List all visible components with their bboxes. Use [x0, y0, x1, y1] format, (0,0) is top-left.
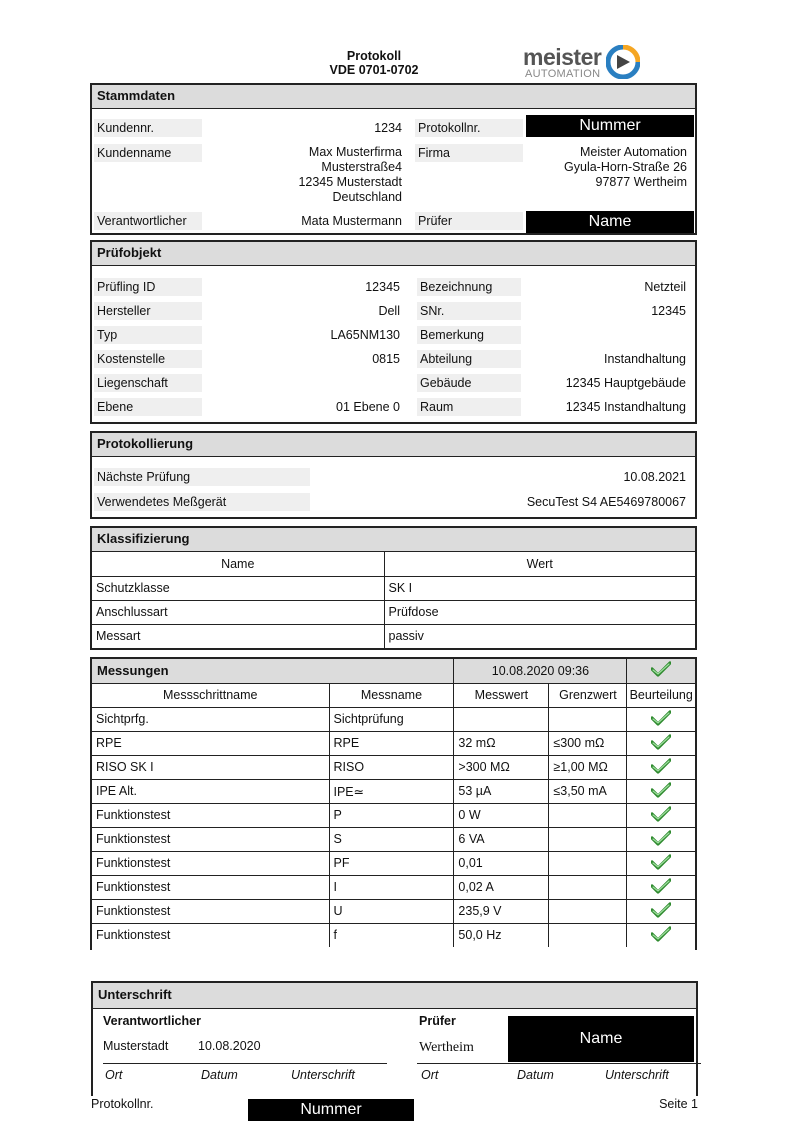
caption-unterschrift-right: Unterschrift: [605, 1068, 669, 1082]
messgeraet-value: SecuTest S4 AE5469780067: [526, 495, 686, 509]
messschritt-cell: Funktionstest: [92, 851, 329, 875]
grenzwert-cell: [549, 707, 627, 731]
checkmark-icon: [651, 830, 671, 846]
unterschrift-section: [91, 981, 698, 1096]
cell-name: Anschlussart: [92, 600, 384, 624]
table-row: [92, 624, 695, 648]
table-row: [92, 899, 695, 923]
signature-line-right: [417, 1063, 701, 1064]
grenzwert-cell: [549, 803, 627, 827]
address-line: 97877 Wertheim: [595, 175, 687, 189]
checkmark-icon: [651, 710, 671, 726]
messname-cell: RISO: [329, 755, 454, 779]
pruefobjekt-value: 01 Ebene 0: [336, 400, 400, 414]
checkmark-icon: [651, 758, 671, 774]
footer-protokollnr-redacted: Nummer: [248, 1099, 414, 1121]
beurteilung-cell: [627, 851, 695, 875]
pruefobjekt-label: Kostenstelle: [94, 350, 202, 368]
table-row: [92, 851, 695, 875]
pruefobjekt-value: 12345 Hauptgebäude: [565, 376, 686, 390]
beurteilung-cell: [627, 923, 695, 947]
caption-ort-right: Ort: [421, 1068, 439, 1082]
beurteilung-cell: [627, 779, 695, 803]
pruefobjekt-value: LA65NM130: [330, 328, 400, 342]
address-line: Max Musterfirma: [308, 145, 402, 159]
messname-cell: PF: [329, 851, 454, 875]
messschritt-cell: Sichtprfg.: [92, 707, 329, 731]
grenzwert-cell: ≥1,00 MΩ: [549, 755, 627, 779]
signature-ort-left: Musterstadt: [103, 1039, 169, 1053]
address-line: Meister Automation: [580, 145, 687, 159]
protokollnr-redacted: Nummer: [526, 115, 694, 137]
pruefobjekt-section: [90, 240, 697, 424]
messwert-cell: 0,02 A: [454, 875, 549, 899]
column-header-name: Name: [92, 552, 384, 576]
beurteilung-cell: [627, 731, 695, 755]
table-row: [92, 731, 695, 755]
messwert-cell: 32 mΩ: [454, 731, 549, 755]
messname-cell: Sichtprüfung: [329, 707, 454, 731]
section-title: Klassifizierung: [92, 528, 695, 552]
pruefobjekt-label: Prüfling ID: [94, 278, 202, 296]
naechste-pruefung-value: 10.08.2021: [623, 470, 686, 484]
messungen-section: [90, 657, 697, 950]
klassifizierung-table: [92, 552, 695, 648]
column-header: Grenzwert: [549, 683, 627, 707]
messwert-cell: 53 µA: [454, 779, 549, 803]
messname-cell: RPE: [329, 731, 454, 755]
stammdaten-section: [90, 83, 697, 235]
messname-cell: P: [329, 803, 454, 827]
title-line-2: VDE 0701-0702: [329, 63, 419, 77]
table-header-row: [92, 552, 695, 576]
grenzwert-cell: ≤3,50 mA: [549, 779, 627, 803]
company-logo: [523, 44, 643, 82]
verantwortlicher-heading: Verantwortlicher: [103, 1014, 201, 1028]
pruefobjekt-label: SNr.: [417, 302, 521, 320]
table-row: [92, 827, 695, 851]
messschritt-cell: IPE Alt.: [92, 779, 329, 803]
naechste-pruefung-label: Nächste Prüfung: [94, 468, 310, 486]
messgeraet-label: Verwendetes Meßgerät: [94, 493, 310, 511]
grenzwert-cell: [549, 899, 627, 923]
messwert-cell: 0 W: [454, 803, 549, 827]
messwert-cell: >300 MΩ: [454, 755, 549, 779]
column-header: Beurteilung: [627, 683, 695, 707]
caption-datum-left: Datum: [201, 1068, 238, 1082]
pruefobjekt-value: 12345 Instandhaltung: [565, 400, 686, 414]
pruefobjekt-label: Ebene: [94, 398, 202, 416]
beurteilung-cell: [627, 827, 695, 851]
column-header-wert: Wert: [384, 552, 695, 576]
messwert-cell: [454, 707, 549, 731]
firma-address: [512, 145, 687, 190]
table-row: [92, 707, 695, 731]
grenzwert-cell: [549, 827, 627, 851]
messung-datetime: 10.08.2020 09:36: [454, 659, 627, 683]
pruefobjekt-label: Abteilung: [417, 350, 521, 368]
column-header: Messschrittname: [92, 683, 329, 707]
section-title: Unterschrift: [93, 983, 696, 1009]
messschritt-cell: RPE: [92, 731, 329, 755]
verantwortlicher-label: Verantwortlicher: [94, 212, 202, 230]
checkmark-icon: [651, 661, 671, 677]
beurteilung-cell: [627, 875, 695, 899]
title-line-1: Protokoll: [346, 49, 402, 63]
messwert-cell: 0,01: [454, 851, 549, 875]
messwert-cell: 235,9 V: [454, 899, 549, 923]
section-title: Prüfobjekt: [92, 242, 695, 266]
beurteilung-cell: [627, 803, 695, 827]
pruefobjekt-label: Bezeichnung: [417, 278, 521, 296]
checkmark-icon: [651, 854, 671, 870]
kundenname-label: Kundenname: [94, 144, 202, 162]
address-line: 12345 Musterstadt: [298, 175, 402, 189]
checkmark-icon: [651, 782, 671, 798]
cell-wert: Prüfdose: [384, 600, 695, 624]
page-number: Seite 1: [659, 1097, 698, 1111]
pruefobjekt-label: Bemerkung: [417, 326, 521, 344]
pruefobjekt-label: Gebäude: [417, 374, 521, 392]
messschritt-cell: Funktionstest: [92, 827, 329, 851]
section-title: Protokollierung: [92, 433, 695, 457]
table-row: [92, 923, 695, 947]
messname-cell: IPE≃: [329, 779, 454, 803]
pruefobjekt-value: 0815: [372, 352, 400, 366]
beurteilung-cell: [627, 707, 695, 731]
messname-cell: U: [329, 899, 454, 923]
checkmark-icon: [651, 926, 671, 942]
pruefobjekt-value: 12345: [365, 280, 400, 294]
grenzwert-cell: ≤300 mΩ: [549, 731, 627, 755]
protokollierung-section: [90, 431, 697, 519]
column-header: Messwert: [454, 683, 549, 707]
address-line: Gyula-Horn-Straße 26: [564, 160, 687, 174]
klassifizierung-section: [90, 526, 697, 650]
section-title: Stammdaten: [92, 85, 695, 109]
pruefer-name-redacted: Name: [508, 1016, 694, 1062]
table-row: [92, 576, 695, 600]
cell-wert: SK I: [384, 576, 695, 600]
beurteilung-cell: [627, 755, 695, 779]
grenzwert-cell: [549, 875, 627, 899]
kundennr-value: 1234: [374, 121, 402, 135]
kundennr-label: Kundennr.: [94, 119, 202, 137]
signature-ort-right: Wertheim: [419, 1040, 474, 1055]
caption-datum-right: Datum: [517, 1068, 554, 1082]
messschritt-cell: RISO SK I: [92, 755, 329, 779]
logo-subtitle: AUTOMATION: [525, 68, 601, 80]
messname-cell: S: [329, 827, 454, 851]
pruefer-label: Prüfer: [415, 212, 523, 230]
logo-word: meister: [523, 44, 602, 70]
pruefobjekt-label: Typ: [94, 326, 202, 344]
kundenname-address: [242, 145, 402, 205]
messname-cell: I: [329, 875, 454, 899]
checkmark-icon: [651, 878, 671, 894]
cell-wert: passiv: [384, 624, 695, 648]
firma-label: Firma: [415, 144, 523, 162]
overall-result: [627, 659, 695, 683]
pruefobjekt-value: Instandhaltung: [603, 352, 686, 366]
footer-protokollnr-label: Protokollnr.: [91, 1097, 154, 1111]
pruefobjekt-value: Dell: [378, 304, 400, 318]
protokollnr-label: Protokollnr.: [415, 119, 523, 137]
pruefobjekt-label: Liegenschaft: [94, 374, 202, 392]
section-title: Messungen: [92, 659, 454, 683]
beurteilung-cell: [627, 899, 695, 923]
logo-mark-icon: [606, 45, 640, 79]
table-row: [92, 803, 695, 827]
table-row: [92, 875, 695, 899]
pruefobjekt-label: Hersteller: [94, 302, 202, 320]
pruefer-redacted: Name: [526, 211, 694, 233]
pruefobjekt-value: Netzteil: [644, 280, 686, 294]
caption-ort-left: Ort: [105, 1068, 123, 1082]
signature-line-left: [103, 1063, 387, 1064]
messschritt-cell: Funktionstest: [92, 803, 329, 827]
pruefobjekt-value: 12345: [651, 304, 686, 318]
checkmark-icon: [651, 734, 671, 750]
table-row: [92, 779, 695, 803]
messschritt-cell: Funktionstest: [92, 899, 329, 923]
cell-name: Schutzklasse: [92, 576, 384, 600]
checkmark-icon: [651, 902, 671, 918]
column-header: Messname: [329, 683, 454, 707]
messschritt-cell: Funktionstest: [92, 923, 329, 947]
checkmark-icon: [651, 806, 671, 822]
caption-unterschrift-left: Unterschrift: [291, 1068, 355, 1082]
messungen-table: [92, 659, 695, 947]
document-title: [300, 49, 448, 77]
messwert-cell: 6 VA: [454, 827, 549, 851]
cell-name: Messart: [92, 624, 384, 648]
grenzwert-cell: [549, 851, 627, 875]
pruefer-heading: Prüfer: [419, 1014, 456, 1028]
table-header-row: [92, 683, 695, 707]
pruefobjekt-label: Raum: [417, 398, 521, 416]
table-row: [92, 600, 695, 624]
messwert-cell: 50,0 Hz: [454, 923, 549, 947]
grenzwert-cell: [549, 923, 627, 947]
address-line: Deutschland: [332, 190, 402, 204]
messname-cell: f: [329, 923, 454, 947]
table-row: [92, 755, 695, 779]
address-line: Musterstraße4: [321, 160, 402, 174]
messungen-title-row: [92, 659, 695, 683]
signature-datum-left: 10.08.2020: [198, 1039, 261, 1053]
messschritt-cell: Funktionstest: [92, 875, 329, 899]
verantwortlicher-value: Mata Mustermann: [301, 214, 402, 228]
